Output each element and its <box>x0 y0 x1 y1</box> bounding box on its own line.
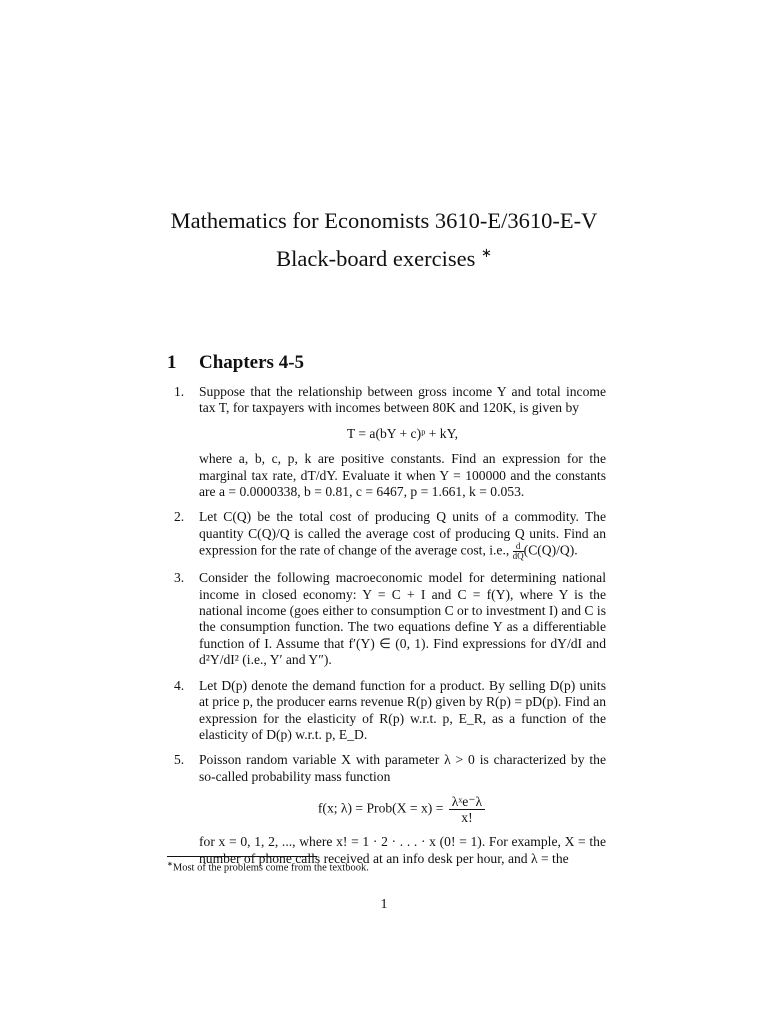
section-title: Chapters 4-5 <box>199 352 305 373</box>
display-equation: T = a(bY + c)ᵖ + kY, <box>346 425 459 441</box>
problem-text: Let D(p) denote the demand function for a product. By selling D(p) units at price p, the producer earns revenue R(p) given by R(p) = pD(p). Find an expression for the elasticity of R(p) w.r.t. p, E_R, as a function of the elasticity of D(p) w.r.t. p, E_D. <box>199 677 606 742</box>
problem-text: Suppose that the relationship between gross income Y and total income tax T, for taxpayers with incomes between 80K and 120K, is given by <box>199 384 606 416</box>
equation-lhs: f(x; λ) = Prob(X = x) = <box>317 800 444 816</box>
problem-item <box>174 752 606 867</box>
problem-number: 4. <box>174 677 185 693</box>
title-line-2 <box>0 237 768 275</box>
title-line-2-text: Black-board exercises <box>276 246 476 271</box>
problem-text <box>199 509 606 561</box>
section-heading <box>167 352 304 374</box>
problem-item <box>174 509 606 561</box>
document-title <box>0 205 768 275</box>
equation-fraction <box>449 794 485 825</box>
title-footnote-mark: ∗ <box>481 245 492 260</box>
problem-list <box>174 384 606 876</box>
problem-number: 3. <box>174 570 185 586</box>
problem-item <box>174 678 606 744</box>
derivative-numerator: d <box>513 542 524 552</box>
problem-text: Poisson random variable X with parameter λ > 0 is characterized by the so-called probability mass function <box>199 752 606 784</box>
problem-text: Consider the following macroeconomic model for determining national income in closed economy: Y = C + I and C = f(Y), where Y is the national income (goes either to consumption C or to investment I) and C is the consumption function. The two equations define Y as a differentiable function of I. Assume that f′(Y) ∈ (0, 1). Find expressions for dY/dI and d²Y/dI² (i.e., Y′ and Y″). <box>199 570 606 668</box>
page-number: 1 <box>380 897 388 912</box>
problem-number: 2. <box>174 509 185 525</box>
footnote-text: Most of the problems come from the textbook. <box>172 862 369 874</box>
footnote-rule <box>167 856 317 857</box>
title-line-1: Mathematics for Economists 3610-E/3610-E-V <box>170 208 598 233</box>
problem-text: for x = 0, 1, 2, ..., where x! = 1 · 2 · . . . · x (0! = 1). For example, X = the number of phone calls received at an info desk per hour, and λ = the <box>199 834 606 866</box>
display-equation <box>199 794 606 825</box>
problem-number: 1. <box>174 384 185 399</box>
problem-text-main: Let C(Q) be the total cost of producing Q units of a commodity. The quantity C(Q)/Q is called the average cost of producing Q units. Find an expression for the rate of change of the average cost, i.e., <box>199 509 606 558</box>
fraction-numerator: λˣe⁻λ <box>449 794 485 810</box>
problem-item <box>174 570 606 668</box>
problem-text: where a, b, c, p, k are positive constants. Find an expression for the marginal tax rate, dT/dY. Evaluate it when Y = 100000 and the constants are a = 0.0000338, b = 0.81, c = 6467, p = 1.661, k = 0.053. <box>199 451 606 500</box>
footnote-mark: ∗ <box>167 860 173 868</box>
fraction-denominator: x! <box>461 810 473 826</box>
section-number: 1 <box>167 352 177 373</box>
problem-number: 5. <box>174 752 185 768</box>
problem-item <box>174 384 606 500</box>
problem-text-end: (C(Q)/Q). <box>523 542 578 558</box>
derivative-denominator: dQ <box>512 551 524 562</box>
footnote <box>167 860 369 874</box>
derivative-fraction <box>513 542 524 561</box>
